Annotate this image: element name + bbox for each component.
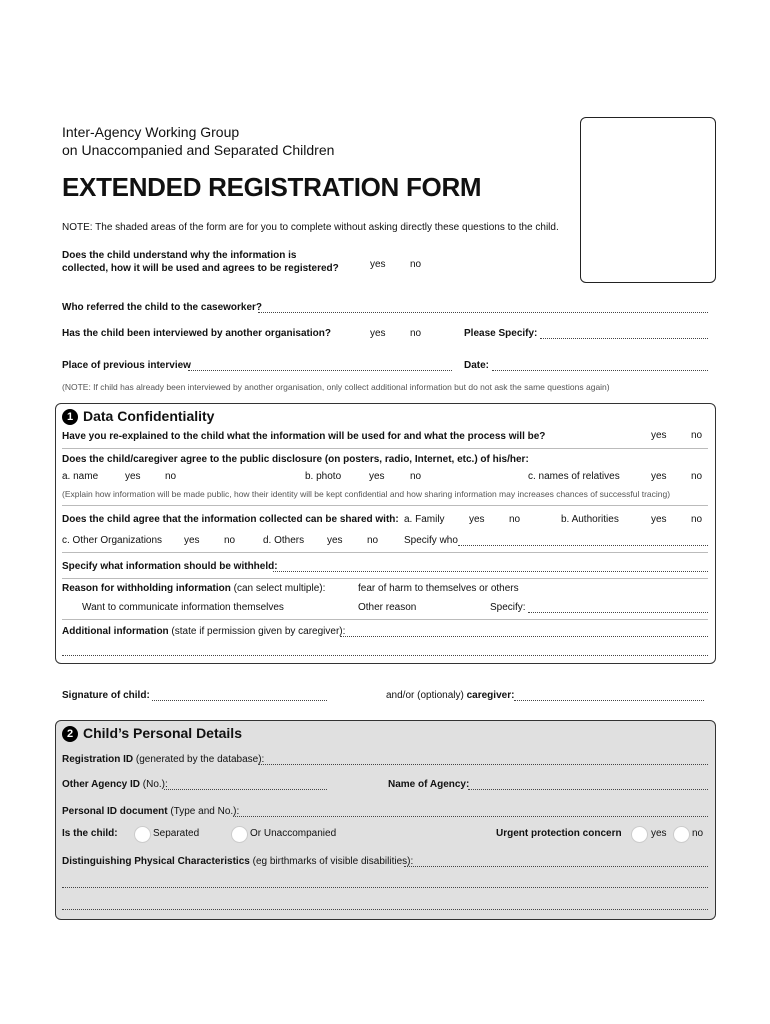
section2-title: Child’s Personal Details — [83, 725, 242, 741]
share-family-label: a. Family — [404, 514, 445, 525]
share-authorities-label: b. Authorities — [561, 514, 619, 525]
share-other-orgs-label: c. Other Organizations — [62, 535, 163, 546]
reason-withholding-label: Reason for withholding information (can select multiple): — [62, 583, 326, 594]
org-line-2: on Unaccompanied and Separated Children — [62, 142, 335, 158]
distinguishing-label: Distinguishing Physical Characteristics (eg birthmarks of visible disabilities): — [62, 856, 414, 867]
signature-child-label: Signature of child: — [62, 690, 150, 701]
disclosure-relatives-yes[interactable]: yes — [651, 471, 667, 482]
share-family-no[interactable]: no — [509, 514, 521, 525]
interviewed-question: Has the child been interviewed by another organisation? — [62, 328, 331, 339]
share-other-orgs-no[interactable]: no — [224, 535, 236, 546]
org-line-1: Inter-Agency Working Group — [62, 124, 240, 140]
distinguishing-field[interactable] — [404, 866, 708, 867]
understand-question-line1: Does the child understand why the information is — [62, 250, 297, 261]
withheld-field[interactable] — [273, 571, 708, 572]
understand-question-line2: collected, how it will be used and agrees to be registered? — [62, 263, 339, 274]
disclosure-photo-yes[interactable]: yes — [369, 471, 385, 482]
unaccompanied-label: Or Unaccompanied — [250, 828, 337, 839]
reason-other-option[interactable]: Other reason — [358, 602, 417, 613]
other-agency-id-field[interactable] — [164, 789, 327, 790]
disclosure-name-label: a. name — [62, 471, 99, 482]
divider — [62, 552, 708, 553]
page-title: EXTENDED REGISTRATION FORM — [62, 172, 482, 202]
separated-label: Separated — [153, 828, 200, 839]
urgent-yes-radio[interactable] — [631, 826, 648, 843]
date-label: Date: — [464, 360, 490, 371]
name-agency-field[interactable] — [468, 789, 708, 790]
urgent-protection-label: Urgent protection concern — [496, 828, 622, 839]
share-family-yes[interactable]: yes — [469, 514, 485, 525]
additional-info-field-line2[interactable] — [62, 655, 708, 656]
personal-details-section — [55, 720, 716, 920]
section2-number: 2 — [62, 726, 78, 742]
name-agency-label: Name of Agency: — [388, 779, 470, 790]
signature-caregiver-label: and/or (optionaly) caregiver: — [386, 690, 515, 701]
registration-id-label: Registration ID (generated by the database): — [62, 754, 265, 765]
personal-id-label: Personal ID document (Type and No.): — [62, 806, 240, 817]
section1-number: 1 — [62, 409, 78, 425]
referred-field[interactable] — [258, 312, 708, 313]
disclosure-name-no[interactable]: no — [165, 471, 177, 482]
other-agency-id-label: Other Agency ID (No.): — [62, 779, 168, 790]
data-confidentiality-section — [55, 403, 716, 664]
disclosure-relatives-no[interactable]: no — [691, 471, 703, 482]
separated-radio[interactable] — [134, 826, 151, 843]
photo-box[interactable] — [580, 117, 716, 283]
disclosure-photo-label: b. photo — [305, 471, 342, 482]
signature-child-field[interactable] — [152, 700, 327, 701]
disclosure-photo-no[interactable]: no — [410, 471, 422, 482]
divider — [62, 448, 708, 449]
reason-want-communicate-option[interactable]: Want to communicate information themselves — [82, 602, 284, 613]
interviewed-yes[interactable]: yes — [370, 328, 386, 339]
disclosure-relatives-label: c. names of relatives — [528, 471, 620, 482]
divider — [62, 619, 708, 620]
place-previous-interview-label: Place of previous interview — [62, 360, 191, 371]
divider — [62, 578, 708, 579]
reexplained-yes[interactable]: yes — [651, 430, 667, 441]
personal-id-field[interactable] — [233, 816, 708, 817]
understand-no[interactable]: no — [410, 259, 422, 270]
share-authorities-no[interactable]: no — [691, 514, 703, 525]
urgent-no-radio[interactable] — [673, 826, 690, 843]
disclosure-question: Does the child/caregiver agree to the public disclosure (on posters, radio, Internet, etc.) of his/her: — [62, 454, 529, 465]
urgent-no-label: no — [692, 828, 704, 839]
please-specify-label: Please Specify: — [464, 328, 538, 339]
reason-specify-field[interactable] — [528, 612, 708, 613]
section1-heading — [62, 408, 214, 425]
section1-title: Data Confidentiality — [83, 408, 215, 424]
share-others-yes[interactable]: yes — [327, 535, 343, 546]
is-child-label: Is the child: — [62, 828, 118, 839]
share-other-orgs-yes[interactable]: yes — [184, 535, 200, 546]
distinguishing-field-line3[interactable] — [62, 909, 708, 910]
additional-info-label: Additional information (state if permission given by caregiver): — [62, 626, 346, 637]
please-specify-field[interactable] — [540, 338, 708, 339]
signature-caregiver-field[interactable] — [514, 700, 704, 701]
disclosure-explain-note: (Explain how information will be made public, how their identity will be kept confidential and how sharing information may increases chances of successful tracing) — [62, 489, 671, 499]
distinguishing-field-line2[interactable] — [62, 887, 708, 888]
urgent-yes-label: yes — [651, 828, 667, 839]
additional-info-field[interactable] — [340, 636, 708, 637]
shaded-note: NOTE: The shaded areas of the form are for you to complete without asking directly these questions to the child. — [62, 222, 559, 233]
disclosure-name-yes[interactable]: yes — [125, 471, 141, 482]
divider — [62, 505, 708, 506]
registration-id-field[interactable] — [258, 764, 708, 765]
reason-specify-label: Specify: — [490, 602, 526, 613]
share-others-no[interactable]: no — [367, 535, 379, 546]
reexplained-question: Have you re-explained to the child what the information will be used for and what the process will be? — [62, 431, 546, 442]
place-previous-interview-field[interactable] — [188, 370, 452, 371]
share-authorities-yes[interactable]: yes — [651, 514, 667, 525]
withheld-question: Specify what information should be withheld: — [62, 561, 278, 572]
section2-heading — [62, 725, 242, 742]
unaccompanied-radio[interactable] — [231, 826, 248, 843]
specify-who-field[interactable] — [458, 545, 708, 546]
share-others-label: d. Others — [263, 535, 305, 546]
interviewed-no[interactable]: no — [410, 328, 422, 339]
share-question: Does the child agree that the information collected can be shared with: — [62, 514, 399, 525]
understand-yes[interactable]: yes — [370, 259, 386, 270]
date-field[interactable] — [492, 370, 708, 371]
specify-who-label: Specify who — [404, 535, 458, 546]
reason-fear-option[interactable]: fear of harm to themselves or others — [358, 583, 519, 594]
reexplained-no[interactable]: no — [691, 430, 703, 441]
referred-question: Who referred the child to the caseworker? — [62, 302, 263, 313]
previous-interview-note: (NOTE: If child has already been interviewed by another organisation, only collect additional information but do not ask the same questions again) — [62, 382, 610, 392]
